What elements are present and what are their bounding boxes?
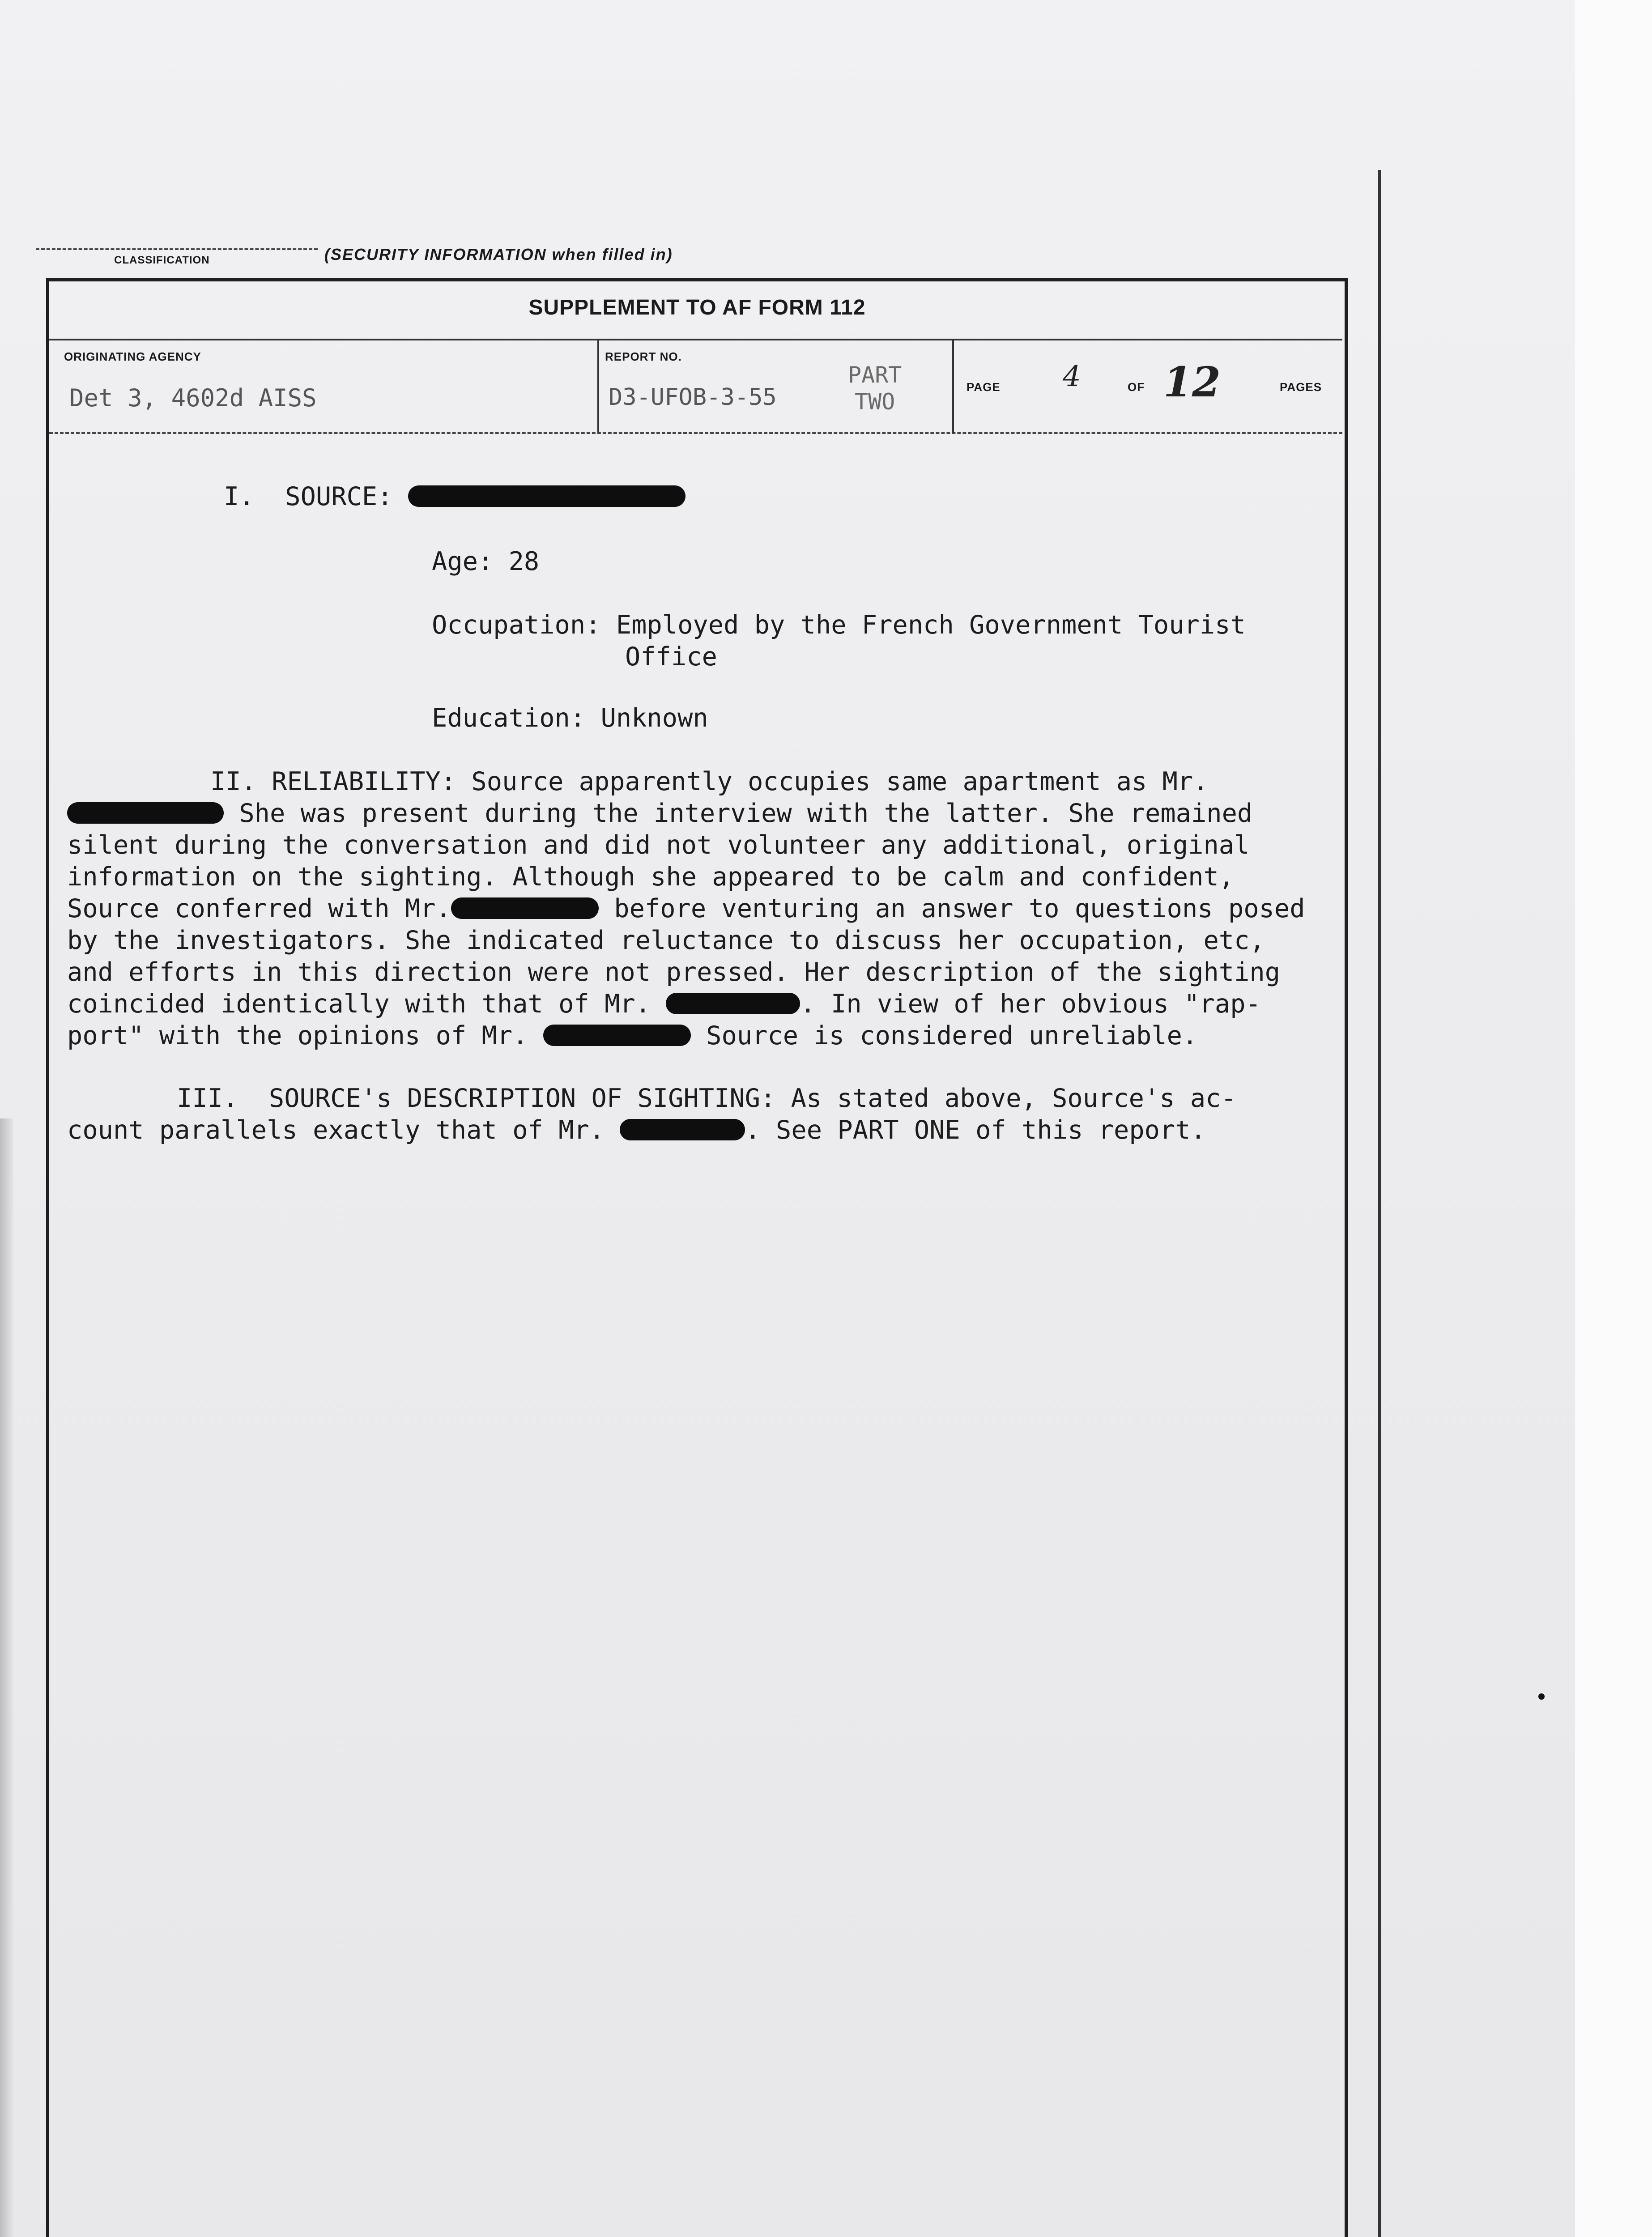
description-line-2 (67, 1114, 1347, 1146)
pages-label: PAGES (1280, 380, 1322, 394)
reliability-line-2 (67, 798, 1347, 829)
form-title: SUPPLEMENT TO AF FORM 112 (528, 296, 866, 319)
field-divider-page (952, 340, 954, 433)
reliability-text-2: She was present during the interview with the latter. She remained (239, 799, 1253, 828)
title-divider (49, 339, 1342, 340)
reliability-line-1: II. RELIABILITY: Source apparently occupies same apartment as Mr. (210, 767, 1209, 796)
description-text-2a: count parallels exactly that of Mr. (67, 1115, 605, 1145)
classification-rule (36, 248, 318, 250)
security-info-header: (SECURITY INFORMATION when filled in) (324, 245, 673, 264)
part-line-1: PART (848, 362, 902, 388)
age-line: Age: 28 (432, 547, 540, 576)
occupation-label: Occupation: (432, 610, 601, 640)
reliability-text-9a: port" with the opinions of Mr. (67, 1021, 528, 1050)
reliability-line-8 (67, 988, 1347, 1020)
page-value: 4 (1063, 360, 1081, 393)
education-value: Unknown (600, 703, 708, 733)
of-value: 12 (1163, 358, 1221, 406)
source-heading: I. SOURCE: (224, 482, 393, 511)
scan-margin (1575, 0, 1652, 2237)
speck (1538, 1693, 1545, 1700)
reliability-line-9 (67, 1020, 1347, 1052)
reliability-text-5a: Source conferred with Mr. (67, 894, 451, 923)
reliability-text-8a: coincided identically with that of Mr. (67, 989, 651, 1019)
of-label: OF (1128, 380, 1145, 394)
part-value (848, 361, 902, 415)
redacted-name (666, 993, 800, 1014)
redacted-name (543, 1025, 691, 1046)
redacted-name (620, 1119, 745, 1140)
reliability-text-9b: Source is considered unreliable. (690, 1021, 1198, 1050)
source-line (224, 481, 1503, 513)
education-label: Education: (432, 703, 586, 733)
reliability-text-5b: before venturing an answer to questions posed (614, 894, 1305, 923)
page-edge (1378, 170, 1381, 2237)
reliability-line-6: by the investigators. She indicated reluctance to discuss her occupation, etc, (67, 926, 1265, 955)
report-no-label: REPORT NO. (605, 350, 682, 363)
page-label: PAGE (967, 380, 1001, 394)
classification-label: CLASSIFICATION (114, 254, 210, 266)
redacted-name (408, 485, 685, 507)
field-divider-report (597, 340, 599, 433)
originating-agency-value: Det 3, 4602d AISS (69, 384, 317, 412)
redacted-name (451, 897, 599, 919)
part-line-2: TWO (855, 389, 895, 415)
education-line (432, 702, 1652, 734)
originating-agency-label: ORIGINATING AGENCY (64, 350, 201, 363)
fields-divider (49, 432, 1342, 434)
report-no-value: D3-UFOB-3-55 (609, 384, 777, 411)
occupation-line-2: Office (625, 642, 717, 672)
reliability-line-7: and efforts in this direction were not pressed. Her description of the sighting (67, 957, 1281, 987)
occupation-value-1: Employed by the French Government Tourist (616, 610, 1246, 640)
scan-shadow (0, 1118, 13, 2237)
reliability-line-5 (67, 893, 1347, 925)
reliability-line-4: information on the sighting. Although she appeared to be calm and confident, (67, 862, 1235, 892)
reliability-line-3: silent during the conversation and did not volunteer any additional, original (67, 830, 1250, 860)
description-text-2b: . See PART ONE of this report. (745, 1115, 1206, 1145)
redacted-name (67, 802, 224, 824)
occupation-line-1 (432, 609, 1652, 641)
description-line-1: III. SOURCE's DESCRIPTION OF SIGHTING: As stated above, Source's ac- (177, 1084, 1236, 1113)
reliability-text-8b: . In view of her obvious "rap- (800, 989, 1261, 1019)
